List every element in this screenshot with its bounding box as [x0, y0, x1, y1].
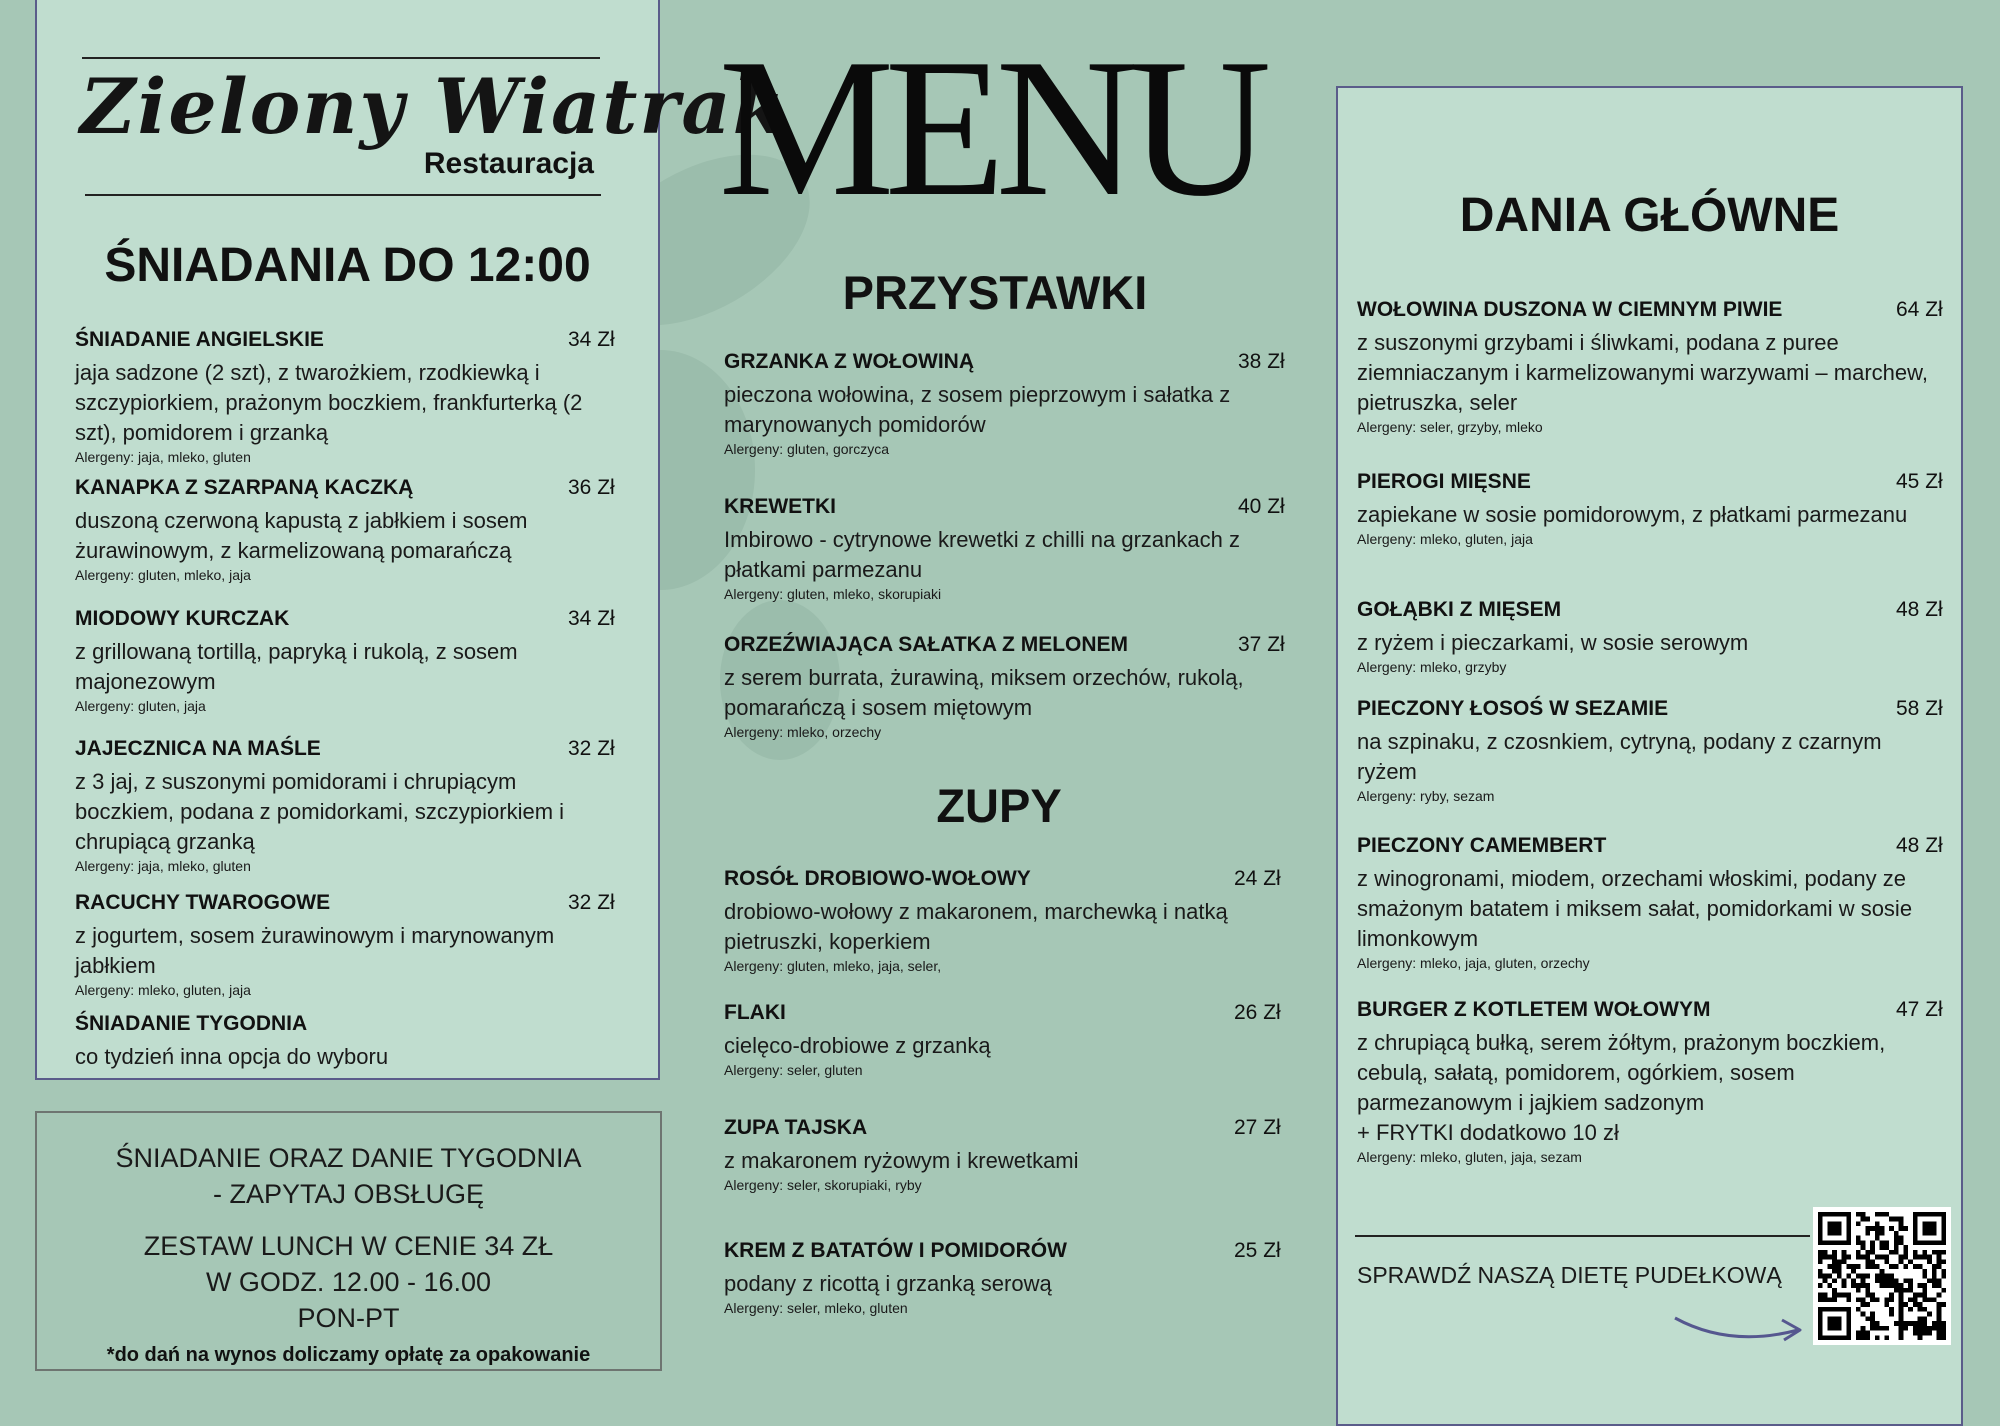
dish-name: BURGER Z KOTLETEM WOŁOWYM: [1357, 998, 1711, 1021]
dish-description: co tydzień inna opcja do wyboru: [75, 1044, 389, 1069]
dish-extra: + FRYTKI dodatkowo 10 zł: [1357, 1120, 1619, 1145]
info-line-4: W GODZ. 12.00 - 16.00: [205, 1267, 492, 1297]
dish-price: 40 Zł: [1238, 495, 1285, 518]
dish-allergens: Alergeny: mleko, orzechy: [724, 724, 882, 740]
dish-description: z chrupiącą bułką, serem żółtym, prażonym boczkiem, cebulą, sałatą, pomidorem, ogórkiem, sosem parmezanowym i jajkiem sadzonym: [1357, 1030, 1886, 1115]
dish-name: MIODOWY KURCZAK: [75, 607, 290, 630]
dish-allergens: Alergeny: seler, mleko, gluten: [724, 1300, 908, 1316]
dish-allergens: Alergeny: mleko, grzyby: [1357, 659, 1507, 675]
soups-menu-item: [724, 1116, 1294, 1194]
dish-name: FLAKI: [724, 1001, 786, 1024]
soups-menu-item: [724, 1001, 1294, 1079]
dish-allergens: Alergeny: jaja, mleko, gluten: [75, 858, 251, 874]
dish-description: drobiowo-wołowy z makaronem, marchewką i natką pietruszki, koperkiem: [724, 899, 1228, 954]
dish-allergens: Alergeny: gluten, gorczyca: [724, 441, 889, 457]
dish-description: Imbirowo - cytrynowe krewetki z chilli na grzankach z płatkami parmezanu: [724, 527, 1240, 582]
info-line-5: PON-PT: [297, 1303, 400, 1333]
breakfast-menu-item: [75, 891, 620, 999]
mains-title: DANIA GŁÓWNE: [1459, 189, 1840, 242]
dish-allergens: Alergeny: mleko, gluten, jaja: [75, 982, 251, 998]
logo-top-rule: [82, 57, 600, 59]
dish-allergens: Alergeny: jaja, mleko, gluten: [75, 449, 251, 465]
mains-menu-item: [1357, 998, 1947, 1166]
dish-price: 36 Zł: [568, 476, 615, 499]
dish-price: 24 Zł: [1234, 867, 1281, 890]
dish-price: 32 Zł: [568, 891, 615, 914]
dish-price: 48 Zł: [1896, 834, 1943, 857]
box-diet-promo: SPRAWDŹ NASZĄ DIETĘ PUDEŁKOWĄ: [1357, 1262, 1782, 1288]
dish-price: 47 Zł: [1896, 998, 1943, 1021]
dish-price: 64 Zł: [1896, 298, 1943, 321]
dish-price: 25 Zł: [1234, 1239, 1281, 1262]
dish-price: 34 Zł: [568, 328, 615, 351]
info-line-2: - ZAPYTAJ OBSŁUGĘ: [212, 1179, 485, 1209]
starters-menu-item: [724, 633, 1294, 741]
dish-allergens: Alergeny: seler, grzyby, mleko: [1357, 419, 1543, 435]
dish-description: z serem burrata, żurawiną, miksem orzechów, rukolą, pomarańczą i sosem miętowym: [724, 665, 1244, 720]
breakfast-menu-item: [75, 328, 620, 466]
info-line-3: ZESTAW LUNCH W CENIE 34 ZŁ: [143, 1231, 554, 1261]
takeaway-note: *do dań na wynos doliczamy opłatę za opakowanie: [106, 1344, 591, 1366]
dish-name: PIEROGI MIĘSNE: [1357, 470, 1531, 493]
promo-rule: [1355, 1235, 1810, 1237]
dish-description: duszoną czerwoną kapustą z jabłkiem i sosem żurawinowym, z karmelizowaną pomarańczą: [75, 508, 528, 563]
breakfast-menu-item: [75, 737, 620, 875]
dish-allergens: Alergeny: gluten, jaja: [75, 698, 206, 714]
arrow-right-icon: [1670, 1300, 1810, 1350]
dish-price: 45 Zł: [1896, 470, 1943, 493]
dish-description: z makaronem ryżowym i krewetkami: [724, 1148, 1079, 1173]
soups-menu-item: [724, 867, 1294, 975]
dish-name: ORZEŹWIAJĄCA SAŁATKA Z MELONEM: [724, 633, 1129, 656]
dish-description: pieczona wołowina, z sosem pieprzowym i sałatka z marynowanych pomidorów: [724, 382, 1231, 437]
dish-price: 58 Zł: [1896, 697, 1943, 720]
dish-description: z 3 jaj, z suszonymi pomidorami i chrupiącym boczkiem, podana z pomidorkami, szczypiorkiem i chrupiącą grzanką: [75, 769, 565, 854]
dish-name: PIECZONY CAMEMBERT: [1357, 834, 1607, 857]
dish-name: JAJECZNICA NA MAŚLE: [75, 737, 321, 760]
dish-price: 34 Zł: [568, 607, 615, 630]
dish-allergens: Alergeny: seler, skorupiaki, ryby: [724, 1177, 922, 1193]
logo-bottom-rule: [85, 194, 601, 196]
dish-price: 38 Zł: [1238, 350, 1285, 373]
mains-menu-item: [1357, 697, 1947, 805]
soups-menu-item: [724, 1239, 1294, 1317]
dish-price: 48 Zł: [1896, 598, 1943, 621]
dish-allergens: Alergeny: seler, gluten: [724, 1062, 863, 1078]
dish-name: WOŁOWINA DUSZONA W CIEMNYM PIWIE: [1357, 298, 1783, 321]
dish-allergens: Alergeny: ryby, sezam: [1357, 788, 1495, 804]
dish-description: z jogurtem, sosem żurawinowym i marynowanym jabłkiem: [75, 923, 555, 978]
dish-name: RACUCHY TWAROGOWE: [75, 891, 331, 914]
dish-allergens: Alergeny: gluten, mleko, jaja, seler,: [724, 958, 942, 974]
dish-name: ZUPA TAJSKA: [724, 1116, 868, 1139]
dish-allergens: Alergeny: mleko, jaja, gluten, orzechy: [1357, 955, 1590, 971]
dish-description: na szpinaku, z czosnkiem, cytryną, podany z czarnym ryżem: [1357, 729, 1882, 784]
mains-menu-item: [1357, 598, 1947, 676]
dish-description: z winogronami, miodem, orzechami włoskimi, podany ze smażonym batatem i miksem sałat, pomidorkami w sosie limonkowym: [1357, 866, 1913, 951]
breakfast-title: ŚNIADANIA DO 12:00: [104, 239, 591, 292]
dish-name: KANAPKA Z SZARPANĄ KACZKĄ: [75, 476, 414, 499]
starters-menu-item: [724, 495, 1294, 603]
dish-allergens: Alergeny: mleko, gluten, jaja, sezam: [1357, 1149, 1582, 1165]
mains-menu-item: [1357, 834, 1947, 972]
dish-name: KREM Z BATATÓW I POMIDORÓW: [724, 1239, 1067, 1262]
dish-description: zapiekane w sosie pomidorowym, z płatkami parmezanu: [1357, 502, 1908, 527]
dish-description: z ryżem i pieczarkami, w sosie serowym: [1357, 630, 1749, 655]
mains-menu-item: [1357, 470, 1947, 548]
dish-description: jaja sadzone (2 szt), z twarożkiem, rzodkiewką i szczypiorkiem, prażonym boczkiem, frankfurterką (2 szt), pomidorem i grzanką: [75, 360, 583, 445]
dish-description: cielęco-drobiowe z grzanką: [724, 1033, 991, 1058]
dish-name: PIECZONY ŁOSOŚ W SEZAMIE: [1357, 697, 1669, 720]
dish-description: z suszonymi grzybami i śliwkami, podana z puree ziemniaczanym i karmelizowanymi warzywami – marchew, pietruszka, seler: [1357, 330, 1928, 415]
dish-name: KREWETKI: [724, 495, 836, 518]
qr-code-icon[interactable]: [1813, 1207, 1951, 1345]
soups-title: ZUPY: [936, 779, 1062, 832]
dish-name: GRZANKA Z WOŁOWINĄ: [724, 350, 975, 373]
logo-subtitle: Restauracja: [423, 147, 594, 180]
logo-name: Zielony Wiatrak: [80, 62, 788, 151]
dish-price: 27 Zł: [1234, 1116, 1281, 1139]
breakfast-menu-item: [75, 607, 620, 715]
dish-name: GOŁĄBKI Z MIĘSEM: [1357, 598, 1562, 621]
dish-description: z grillowaną tortillą, papryką i rukolą, z sosem majonezowym: [75, 639, 518, 694]
dish-allergens: Alergeny: gluten, mleko, jaja: [75, 567, 251, 583]
info-line-1: ŚNIADANIE ORAZ DANIE TYGODNIA: [115, 1143, 582, 1173]
dish-description: podany z ricottą i grzanką serową: [724, 1271, 1052, 1296]
starters-title: PRZYSTAWKI: [842, 266, 1148, 319]
dish-price: 26 Zł: [1234, 1001, 1281, 1024]
dish-price: 37 Zł: [1238, 633, 1285, 656]
breakfast-menu-item: [75, 476, 620, 584]
mains-menu-item: [1357, 298, 1947, 436]
dish-name: ŚNIADANIE ANGIELSKIE: [75, 328, 324, 351]
info-box: [35, 1111, 662, 1371]
breakfast-menu-item: [75, 1012, 620, 1072]
menu-title: MENU: [718, 18, 1262, 237]
dish-price: 32 Zł: [568, 737, 615, 760]
dish-allergens: Alergeny: gluten, mleko, skorupiaki: [724, 586, 942, 602]
starters-menu-item: [724, 350, 1294, 458]
dish-allergens: Alergeny: mleko, gluten, jaja: [1357, 531, 1533, 547]
dish-name: ŚNIADANIE TYGODNIA: [75, 1012, 308, 1035]
dish-name: ROSÓŁ DROBIOWO-WOŁOWY: [724, 867, 1031, 890]
